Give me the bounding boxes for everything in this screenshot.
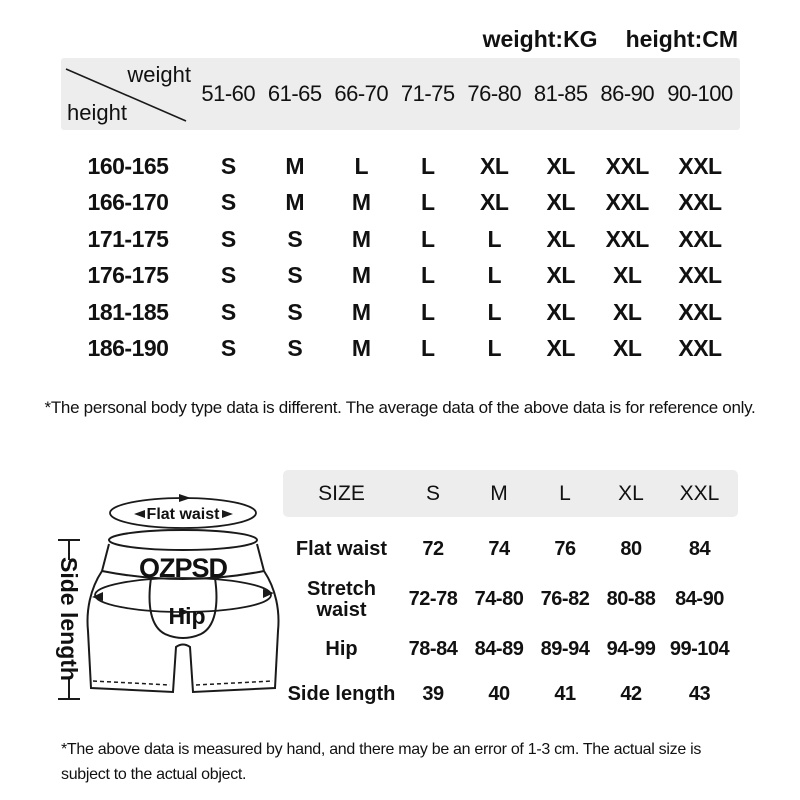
size-table-row: [61, 294, 740, 331]
left-hem-stitch: [93, 681, 170, 685]
shorts-outline: [88, 571, 279, 692]
measurement-label: Flat waist: [295, 537, 388, 560]
side-length-label: Side length: [56, 557, 82, 681]
measurement-value: 42: [620, 682, 642, 705]
weight-range-header: 66-70: [334, 81, 389, 106]
size-cell: XXL: [678, 189, 722, 216]
size-cell: L: [420, 225, 435, 252]
measurement-column-header: XXL: [679, 481, 720, 505]
measurement-value: 84: [688, 537, 711, 560]
size-cell: XXL: [605, 225, 649, 252]
size-cell: L: [487, 298, 502, 325]
measurement-table: [283, 470, 738, 716]
measurement-value: 89-94: [540, 638, 590, 660]
measurement-value: 94-99: [606, 638, 656, 660]
size-cell: XXL: [678, 335, 722, 362]
arrow-right-icon: [222, 510, 233, 518]
size-cell: XXL: [605, 189, 649, 216]
measurement-value: 74: [488, 537, 510, 560]
size-table-row: [61, 185, 740, 222]
weight-range-header: 90-100: [667, 81, 733, 106]
size-cell: XL: [546, 298, 575, 325]
weight-range-header: 86-90: [600, 81, 655, 106]
measurement-table-body: [283, 526, 738, 716]
size-cell: M: [351, 298, 371, 325]
size-table-header: [61, 58, 740, 130]
measurement-label: Hip: [325, 638, 358, 660]
size-cell: L: [420, 335, 435, 362]
measurement-value: 80-88: [606, 588, 656, 610]
size-cell: M: [285, 189, 305, 216]
size-table-row: [61, 148, 740, 185]
measurement-value: 72-78: [408, 588, 458, 610]
height-weight-size-table: [61, 58, 740, 367]
size-cell: XL: [546, 152, 575, 179]
measurement-value: 84-89: [474, 638, 524, 660]
size-cell: L: [487, 262, 502, 289]
hip-label: Hip: [168, 603, 206, 629]
size-cell: XL: [613, 298, 642, 325]
measurement-note: *The above data is measured by hand, and there may be an error of 1-3 cm. The actual size is subject to the actual object.: [61, 741, 702, 783]
flat-waist-label: Flat waist: [146, 506, 220, 523]
size-cell: S: [287, 335, 303, 362]
size-cell: XL: [613, 335, 642, 362]
size-cell: L: [487, 225, 502, 252]
size-cell: XL: [546, 335, 575, 362]
size-table-row: [61, 331, 740, 368]
size-cell: L: [420, 262, 435, 289]
size-cell: S: [220, 225, 236, 252]
measurement-value: 41: [554, 682, 576, 705]
measurement-label: Side length: [287, 682, 396, 705]
measurement-value: 72: [422, 537, 444, 560]
size-cell: XL: [546, 262, 575, 289]
size-cell: S: [287, 225, 303, 252]
size-cell: XL: [480, 189, 509, 216]
size-cell: S: [220, 189, 236, 216]
weight-range-header: 71-75: [400, 81, 455, 106]
measurement-column-header: SIZE: [318, 481, 365, 505]
height-range-label: 176-175: [87, 262, 169, 289]
size-cell: L: [420, 152, 435, 179]
measurement-value: 39: [422, 682, 444, 705]
weight-range-header: 61-65: [267, 81, 322, 106]
height-range-label: 171-175: [87, 225, 169, 252]
size-cell: S: [220, 152, 236, 179]
size-cell: XXL: [678, 152, 722, 179]
measurement-column-header: XL: [618, 481, 644, 505]
measurement-column-header: S: [425, 481, 440, 505]
size-cell: XXL: [678, 298, 722, 325]
measurement-column-header: M: [490, 481, 508, 505]
measurement-row: [283, 627, 738, 672]
reference-note: *The personal body type data is different. The average data of the above data is for reference only.: [44, 398, 756, 417]
size-cell: M: [351, 262, 371, 289]
height-range-label: 186-190: [87, 335, 169, 362]
size-cell: XL: [546, 225, 575, 252]
size-cell: XXL: [678, 262, 722, 289]
measurement-value: 76-82: [540, 588, 590, 610]
size-cell: S: [220, 335, 236, 362]
weight-range-header: 81-85: [533, 81, 588, 106]
size-cell: XXL: [678, 225, 722, 252]
size-table-row: [61, 258, 740, 295]
size-cell: XXL: [605, 152, 649, 179]
measurement-value: 80: [620, 537, 642, 560]
measurement-row: [283, 672, 738, 716]
measurement-value: 84-90: [675, 588, 724, 610]
size-cell: M: [351, 189, 371, 216]
measurement-table-header: [283, 470, 738, 517]
size-cell: M: [285, 152, 305, 179]
size-cell: S: [220, 262, 236, 289]
measurement-value: 78-84: [408, 638, 458, 660]
measurement-value: 43: [688, 682, 711, 705]
height-range-label: 166-170: [87, 189, 169, 216]
size-cell: L: [420, 298, 435, 325]
measurement-row: [283, 572, 738, 627]
size-cell: L: [487, 335, 502, 362]
measurement-row: [283, 526, 738, 572]
size-cell: XL: [613, 262, 642, 289]
size-cell: S: [220, 298, 236, 325]
height-range-label: 181-185: [87, 298, 169, 325]
height-unit-label: height:CM: [625, 26, 738, 52]
right-hem-stitch: [196, 681, 273, 685]
units-label: [483, 26, 738, 53]
corner-cell: [61, 58, 195, 130]
corner-height-label: height: [67, 100, 127, 125]
size-cell: S: [287, 262, 303, 289]
size-cell: M: [351, 225, 371, 252]
weight-unit-label: weight:KG: [482, 26, 598, 52]
size-cell: XL: [546, 189, 575, 216]
brand-logo: OZPSD: [138, 553, 228, 583]
measurement-value: 99-104: [669, 638, 730, 660]
size-cell: XL: [480, 152, 509, 179]
size-table-row: [61, 221, 740, 258]
corner-weight-label: weight: [127, 62, 191, 87]
measurement-value: 40: [488, 682, 510, 705]
measurement-value: 74-80: [474, 588, 524, 610]
arrow-left-icon: [134, 510, 145, 518]
size-cell: L: [354, 152, 369, 179]
weight-range-header: 76-80: [467, 81, 522, 106]
height-range-label: 160-165: [87, 152, 169, 179]
size-cell: M: [351, 335, 371, 362]
weight-range-header: 51-60: [201, 81, 256, 106]
measurement-value: 76: [554, 537, 576, 560]
shorts-measurement-diagram: [50, 483, 302, 720]
size-table-body: [61, 148, 740, 367]
measurement-column-header: L: [559, 481, 571, 505]
size-cell: S: [287, 298, 303, 325]
arrow-icon: [179, 494, 191, 502]
size-cell: L: [420, 189, 435, 216]
measurement-label: Stretch waist: [307, 577, 376, 621]
